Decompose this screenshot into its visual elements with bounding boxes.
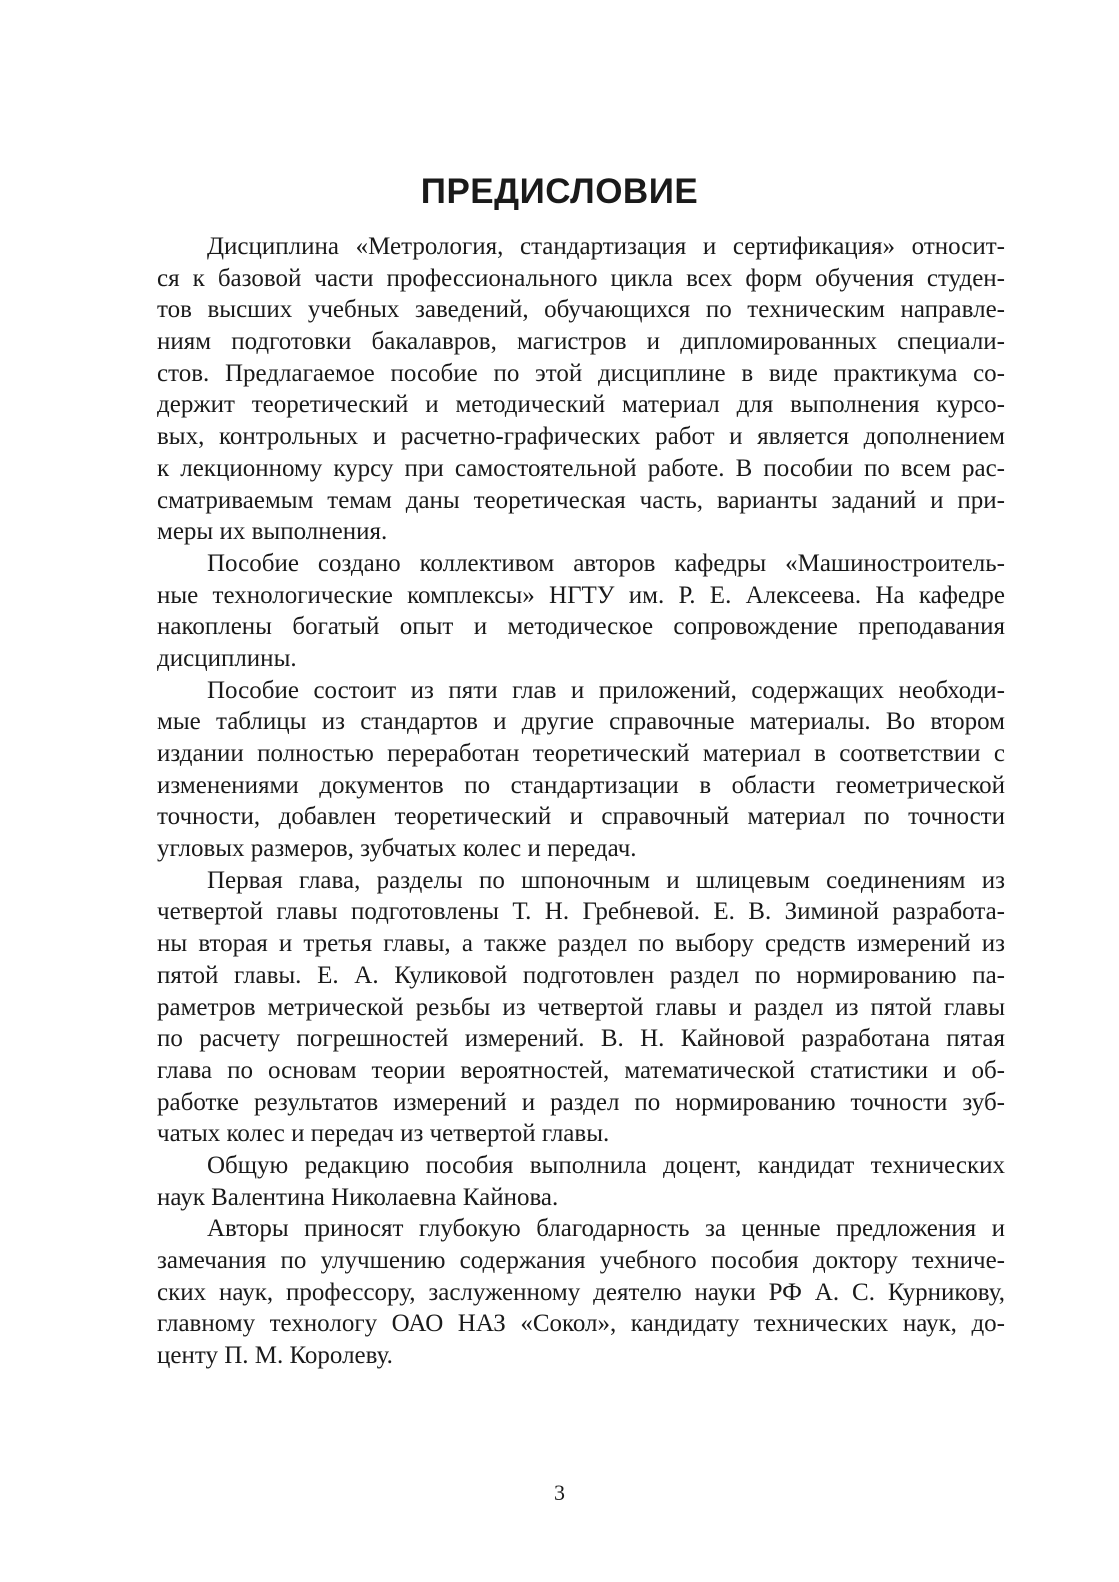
text-line: ских наук, профессору, заслуженному деятелю науки РФ А. С. Курникову, xyxy=(157,1278,1005,1306)
paragraph-6 xyxy=(107,1213,1005,1371)
paragraph-1 xyxy=(107,231,1005,548)
text-line: изменениями документов по стандартизации в области геометрической xyxy=(157,771,1005,799)
text-line: работке результатов измерений и раздел по нормированию точности зуб- xyxy=(157,1088,1005,1116)
paragraph-3 xyxy=(107,675,1005,865)
paragraph-2 xyxy=(107,548,1005,675)
text-line: держит теоретический и методический материал для выполнения курсо- xyxy=(157,391,1005,419)
preface-body xyxy=(107,231,1005,1372)
text-line: ся к базовой части профессионального цикла всех форм обучения студен- xyxy=(157,264,1005,292)
text-line: центу П. М. Королеву. xyxy=(157,1342,393,1370)
text-line: Общую редакцию пособия выполнила доцент, кандидат технических xyxy=(207,1151,1005,1179)
text-line: тов высших учебных заведений, обучающихся по техническим направле- xyxy=(157,296,1005,324)
text-line: стов. Предлагаемое пособие по этой дисциплине в виде практикума со- xyxy=(157,359,1005,387)
paragraph-4 xyxy=(107,865,1005,1150)
text-line: Первая глава, разделы по шпоночным и шлицевым соединениям из xyxy=(207,866,1005,894)
text-line: дисциплины. xyxy=(157,644,297,672)
text-line: Авторы приносят глубокую благодарность за ценные предложения и xyxy=(207,1215,1005,1243)
paragraph-5 xyxy=(107,1150,1005,1213)
text-line: издании полностью переработан теоретический материал в соответствии с xyxy=(157,740,1005,767)
text-line: Пособие состоит из пяти глав и приложений, содержащих необходи- xyxy=(207,676,1005,704)
text-line: угловых размеров, зубчатых колес и передач. xyxy=(157,835,637,863)
text-line: замечания по улучшению содержания учебного пособия доктору техниче- xyxy=(157,1247,1005,1274)
text-line: ные технологические комплексы» НГТУ им. Р. Е. Алексеева. На кафедре xyxy=(157,581,1005,609)
text-line: четвертой главы подготовлены Т. Н. Гребневой. Е. В. Зиминой разработа- xyxy=(157,898,1005,926)
text-line: точности, добавлен теоретический и справочный материал по точности xyxy=(157,803,1005,831)
text-line: чатых колес и передач из четвертой главы. xyxy=(157,1120,610,1148)
text-line: наук Валентина Николаевна Кайнова. xyxy=(157,1183,559,1211)
page-title: ПРЕДИСЛОВИЕ xyxy=(420,172,699,211)
page-number: 3 xyxy=(554,1480,565,1505)
text-line: ны вторая и третья главы, а также раздел по выбору средств измерений из xyxy=(157,930,1005,958)
text-line: сматриваемым темам даны теоретическая часть, варианты заданий и при- xyxy=(157,486,1005,514)
text-line: мые таблицы из стандартов и другие справочные материалы. Во втором xyxy=(157,708,1005,736)
text-line: к лекционному курсу при самостоятельной работе. В пособии по всем рас- xyxy=(157,454,1005,482)
text-line: раметров метрической резьбы из четвертой главы и раздел из пятой главы xyxy=(157,993,1005,1021)
text-line: по расчету погрешностей измерений. В. Н. Кайновой разработана пятая xyxy=(157,1025,1005,1053)
text-line: Дисциплина «Метрология, стандартизация и сертификация» относит- xyxy=(207,233,1005,260)
text-line: ниям подготовки бакалавров, магистров и дипломированных специали- xyxy=(157,328,1005,356)
text-line: Пособие создано коллективом авторов кафедры «Машиностроитель- xyxy=(207,549,1005,577)
text-line: глава по основам теории вероятностей, математической статистики и об- xyxy=(157,1056,1005,1084)
text-line: накоплены богатый опыт и методическое сопровождение преподавания xyxy=(157,613,1005,641)
text-line: меры их выполнения. xyxy=(157,518,388,546)
text-line: пятой главы. Е. А. Куликовой подготовлен раздел по нормированию па- xyxy=(157,961,1005,989)
text-line: главному технологу ОАО НАЗ «Сокол», кандидату технических наук, до- xyxy=(157,1310,1005,1338)
text-line: вых, контрольных и расчетно-графических работ и является дополнением xyxy=(157,423,1005,451)
